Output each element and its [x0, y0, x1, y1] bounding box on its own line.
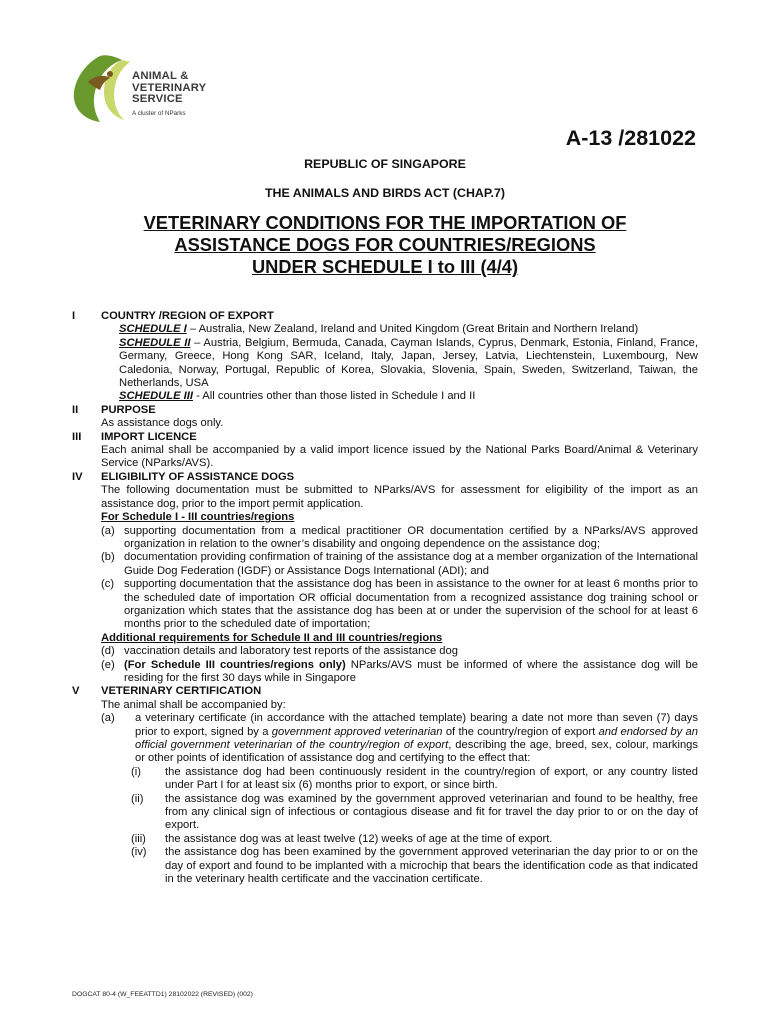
roman-label: (iv) [131, 846, 147, 859]
subheading-additional: Additional requirements for Schedule II and III countries/regions [101, 631, 443, 644]
schedule-1-text: – Australia, New Zealand, Ireland and United Kingdom (Great Britain and Northern Ireland) [186, 323, 639, 336]
schedule-iii-note: (For Schedule III countries/regions only) [124, 658, 346, 671]
document-body [72, 310, 698, 886]
section-intro: The following documentation must be submitted to NParks/AVS for assessment for eligibility of the import as an assistance dog, prior to the import permit application. [101, 484, 698, 510]
section-number: V [72, 685, 80, 698]
section-heading: VETERINARY CERTIFICATION [101, 685, 262, 698]
schedule-3-text: - All countries other than those listed in Schedule I and II [192, 390, 476, 403]
section-vet-certification [72, 685, 698, 886]
republic-heading: REPUBLIC OF SINGAPORE [304, 157, 466, 171]
section-heading: IMPORT LICENCE [101, 430, 197, 443]
section-purpose [72, 404, 698, 431]
section-intro: The animal shall be accompanied by: [101, 698, 286, 711]
section-text: As assistance dogs only. [101, 417, 224, 430]
section-number: IV [72, 470, 83, 483]
subheading-all-schedules: For Schedule I - III countries/regions [101, 511, 295, 524]
title-line1: VETERINARY CONDITIONS FOR THE IMPORTATION OF [143, 212, 627, 233]
list-item-text: vaccination details and laboratory test reports of the assistance dog [124, 645, 458, 658]
schedule-2-text: – Austria, Belgium, Bermuda, Canada, Cayman Islands, Cyprus, Denmark, Estonia, Finland, France, Germany, Greece, Hong Kong SAR, Iceland, Italy, Japan, Jersey, Latvia, Liechtenstein, Luxembourg, New Caledonia, Norway, Portugal, Republic of Korea, Slovakia, Slovenia, Spain, Sweden, Switzerland, Taiwan, the Netherlands, USA [119, 336, 698, 390]
logo-subtitle: A cluster of NParks [132, 110, 186, 117]
list-item [101, 645, 698, 658]
cert-text-part: of the country/region of export [442, 725, 599, 738]
list-item-text: documentation providing confirmation of training of the assistance dog at a member organization of the International Guide Dog Federation (IGDF) or Assistance Dogs International (ADI); and [124, 551, 698, 577]
section-eligibility [72, 471, 698, 686]
section-import-licence [72, 431, 698, 471]
list-item-text: supporting documentation that the assistance dog has been in assistance to the owner for at least 6 months prior to the scheduled date of importation OR official documentation from a recognized assistance dog training school or organization which states that the assistance dog has been at or under the supervision of the school for at least 6 months prior to the scheduled date of importation; [124, 578, 698, 631]
list-item-text [135, 712, 698, 766]
cert-text-part: a veterinary certificate (in accordance with the attached template) bearing a date not more than seven (7) days prior to export, signed by a [135, 712, 698, 738]
title-line3: UNDER SCHEDULE I to III (4/4) [251, 256, 519, 277]
schedule-3-label: SCHEDULE III [119, 390, 193, 403]
roman-label: (i) [131, 765, 141, 778]
schedule-1 [101, 323, 698, 336]
page-title [80, 212, 690, 278]
roman-text: the assistance dog was examined by the government approved veterinarian and found to be healthy, free from any clinical sign of infectious or contagious disease and fit for travel the day prior to or on the day of export. [165, 792, 698, 832]
logo-text [132, 71, 206, 106]
list-item-label: (e) [101, 658, 115, 671]
section-heading: COUNTRY /REGION OF EXPORT [101, 310, 274, 322]
roman-item [101, 833, 698, 846]
list-item [101, 659, 698, 686]
roman-text: the assistance dog has been examined by the government approved veterinarian the day prior to or on the day of export and found to be implanted with a microchip that bears the identification code as that indicated in the veterinary health certificate and the vaccination certificate. [165, 846, 698, 886]
list-item-label: (c) [101, 578, 115, 591]
title-line2: ASSISTANCE DOGS FOR COUNTRIES/REGIONS [174, 234, 596, 255]
list-item-label: (d) [101, 645, 115, 658]
roman-item [101, 793, 698, 833]
roman-item [101, 846, 698, 886]
list-item-label: (a) [101, 524, 115, 537]
roman-text: the assistance dog was at least twelve (12) weeks of age at the time of export. [165, 832, 553, 845]
cert-text-italic: government approved veterinarian [271, 725, 443, 738]
list-item-label: (a) [101, 712, 115, 725]
schedule-1-label: SCHEDULE I [119, 323, 187, 336]
logo-line2: VETERINARY [132, 81, 207, 94]
roman-label: (iii) [131, 832, 146, 845]
section-text: Each animal shall be accompanied by a valid import licence issued by the National Parks Board/Animal & Veterinary Service (NParks/AVS). [101, 444, 698, 470]
section-number: II [72, 403, 79, 416]
logo-line1: ANIMAL & [132, 70, 189, 82]
section-country [72, 310, 698, 404]
list-item [101, 578, 698, 632]
roman-text: the assistance dog had been continuously resident in the country/region of export, or any country listed under Part I for at least six (6) months prior to export, or since birth. [165, 765, 698, 792]
list-item-body: NParks/AVS must be informed of where the assistance dog will be residing for the first 30 days while in Singapore [124, 658, 698, 684]
schedule-2 [101, 337, 698, 391]
logo-line3: SERVICE [132, 93, 183, 105]
section-heading: ELIGIBILITY OF ASSISTANCE DOGS [101, 470, 295, 483]
roman-label: (ii) [131, 792, 144, 805]
footer-code: DOGCAT 80-4 (W_FEEATTD1) 28102022 (REVISED) (002) [72, 991, 253, 998]
list-item [101, 712, 698, 766]
schedule-2-label: SCHEDULE II [119, 336, 191, 349]
cert-text-italic: and endorsed by an official government veterinarian of the country/region of export [135, 725, 698, 751]
list-item-text [124, 659, 698, 686]
roman-item [101, 766, 698, 793]
cert-text-part: , describing the age, breed, sex, colour, markings or other points of identification of assistance dog and certifying to the effect that: [135, 739, 698, 765]
act-heading: THE ANIMALS AND BIRDS ACT (CHAP.7) [264, 186, 505, 200]
list-item-label: (b) [101, 551, 115, 564]
section-number: III [72, 430, 82, 443]
list-item [101, 551, 698, 578]
document-number: A-13 /281022 [565, 126, 696, 150]
schedule-3 [101, 390, 698, 403]
avs-leaf-icon [70, 52, 132, 126]
list-item-text: supporting documentation from a medical practitioner OR documentation certified by a NParks/AVS approved organization in relation to the owner’s disability and ongoing dependence on the assistance dog; [124, 524, 698, 550]
list-item [101, 525, 698, 552]
section-number: I [72, 310, 76, 322]
section-heading: PURPOSE [101, 403, 156, 416]
avs-logo [70, 52, 240, 126]
